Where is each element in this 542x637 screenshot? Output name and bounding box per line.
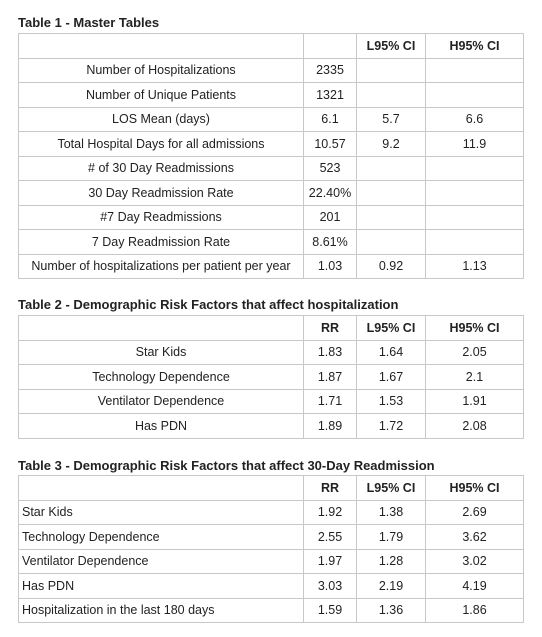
row-label: Hospitalization in the last 180 days xyxy=(19,598,304,623)
row-label: 30 Day Readmission Rate xyxy=(19,181,304,206)
value-cell: 1.86 xyxy=(426,598,524,623)
value-cell: 2.69 xyxy=(426,500,524,525)
value-cell: 523 xyxy=(304,156,357,181)
header-cell: H95% CI xyxy=(426,316,524,341)
value-cell xyxy=(357,58,426,83)
row-label: Technology Dependence xyxy=(19,525,304,550)
value-cell xyxy=(426,230,524,255)
value-cell: 1.36 xyxy=(357,598,426,623)
row-label: 7 Day Readmission Rate xyxy=(19,230,304,255)
table-row xyxy=(19,598,524,623)
table-header-row xyxy=(19,476,524,501)
value-cell: 0.92 xyxy=(357,254,426,279)
value-cell: 1.53 xyxy=(357,389,426,414)
value-cell: 2.05 xyxy=(426,340,524,365)
value-cell: 3.03 xyxy=(304,574,357,599)
value-cell: 9.2 xyxy=(357,132,426,157)
table-row xyxy=(19,549,524,574)
value-cell: 5.7 xyxy=(357,107,426,132)
value-cell: 1.59 xyxy=(304,598,357,623)
value-cell: 2.19 xyxy=(357,574,426,599)
value-cell: 1.83 xyxy=(304,340,357,365)
value-cell: 4.19 xyxy=(426,574,524,599)
value-cell: 2335 xyxy=(304,58,357,83)
value-cell xyxy=(357,205,426,230)
row-label: Technology Dependence xyxy=(19,365,304,390)
table-row xyxy=(19,365,524,390)
value-cell: 1.67 xyxy=(357,365,426,390)
row-label: Number of Unique Patients xyxy=(19,83,304,108)
value-cell xyxy=(426,181,524,206)
value-cell: 10.57 xyxy=(304,132,357,157)
table3-caption: Table 3 - Demographic Risk Factors that affect 30-Day Readmission xyxy=(18,458,435,473)
value-cell: 1.38 xyxy=(357,500,426,525)
table-row xyxy=(19,107,524,132)
row-label: Number of Hospitalizations xyxy=(19,58,304,83)
header-cell xyxy=(19,34,304,59)
header-cell xyxy=(19,316,304,341)
value-cell xyxy=(426,156,524,181)
row-label: Has PDN xyxy=(19,574,304,599)
table-header-row xyxy=(19,34,524,59)
value-cell: 1.92 xyxy=(304,500,357,525)
value-cell: 1.87 xyxy=(304,365,357,390)
row-label: # of 30 Day Readmissions xyxy=(19,156,304,181)
value-cell xyxy=(357,181,426,206)
row-label: Ventilator Dependence xyxy=(19,549,304,574)
header-cell xyxy=(304,34,357,59)
value-cell xyxy=(357,83,426,108)
table-row xyxy=(19,389,524,414)
header-cell: L95% CI xyxy=(357,316,426,341)
table-row xyxy=(19,340,524,365)
value-cell: 1.97 xyxy=(304,549,357,574)
value-cell xyxy=(357,230,426,255)
value-cell: 1.03 xyxy=(304,254,357,279)
row-label: #7 Day Readmissions xyxy=(19,205,304,230)
value-cell: 1321 xyxy=(304,83,357,108)
header-cell: H95% CI xyxy=(426,34,524,59)
row-label: Star Kids xyxy=(19,500,304,525)
table-row xyxy=(19,574,524,599)
row-label: Total Hospital Days for all admissions xyxy=(19,132,304,157)
header-cell xyxy=(19,476,304,501)
header-cell: RR xyxy=(304,316,357,341)
value-cell: 1.91 xyxy=(426,389,524,414)
table-row xyxy=(19,83,524,108)
table-row xyxy=(19,132,524,157)
value-cell: 6.1 xyxy=(304,107,357,132)
hospitalization-risk-table xyxy=(18,315,524,439)
value-cell: 8.61% xyxy=(304,230,357,255)
value-cell xyxy=(357,156,426,181)
value-cell: 1.28 xyxy=(357,549,426,574)
table1-caption: Table 1 - Master Tables xyxy=(18,15,160,30)
table-row xyxy=(19,181,524,206)
header-cell: H95% CI xyxy=(426,476,524,501)
row-label: Has PDN xyxy=(19,414,304,439)
master-table xyxy=(18,33,524,279)
table-row xyxy=(19,414,524,439)
table-header-row xyxy=(19,316,524,341)
value-cell: 1.13 xyxy=(426,254,524,279)
table-row xyxy=(19,230,524,255)
table-row xyxy=(19,156,524,181)
row-label: Ventilator Dependence xyxy=(19,389,304,414)
value-cell: 1.64 xyxy=(357,340,426,365)
value-cell xyxy=(426,58,524,83)
header-cell: L95% CI xyxy=(357,476,426,501)
value-cell: 2.55 xyxy=(304,525,357,550)
value-cell: 11.9 xyxy=(426,132,524,157)
value-cell: 2.08 xyxy=(426,414,524,439)
table-row xyxy=(19,58,524,83)
table2-caption: Table 2 - Demographic Risk Factors that affect hospitalization xyxy=(18,297,399,312)
value-cell: 201 xyxy=(304,205,357,230)
readmission-risk-table xyxy=(18,475,524,623)
value-cell: 1.79 xyxy=(357,525,426,550)
table-row xyxy=(19,500,524,525)
value-cell: 3.62 xyxy=(426,525,524,550)
value-cell: 22.40% xyxy=(304,181,357,206)
table-row xyxy=(19,205,524,230)
value-cell: 2.1 xyxy=(426,365,524,390)
value-cell xyxy=(426,83,524,108)
header-cell: RR xyxy=(304,476,357,501)
value-cell: 6.6 xyxy=(426,107,524,132)
value-cell: 3.02 xyxy=(426,549,524,574)
table-row xyxy=(19,525,524,550)
value-cell: 1.71 xyxy=(304,389,357,414)
value-cell: 1.72 xyxy=(357,414,426,439)
table-row xyxy=(19,254,524,279)
row-label: LOS Mean (days) xyxy=(19,107,304,132)
row-label: Number of hospitalizations per patient per year xyxy=(19,254,304,279)
row-label: Star Kids xyxy=(19,340,304,365)
value-cell xyxy=(426,205,524,230)
value-cell: 1.89 xyxy=(304,414,357,439)
header-cell: L95% CI xyxy=(357,34,426,59)
